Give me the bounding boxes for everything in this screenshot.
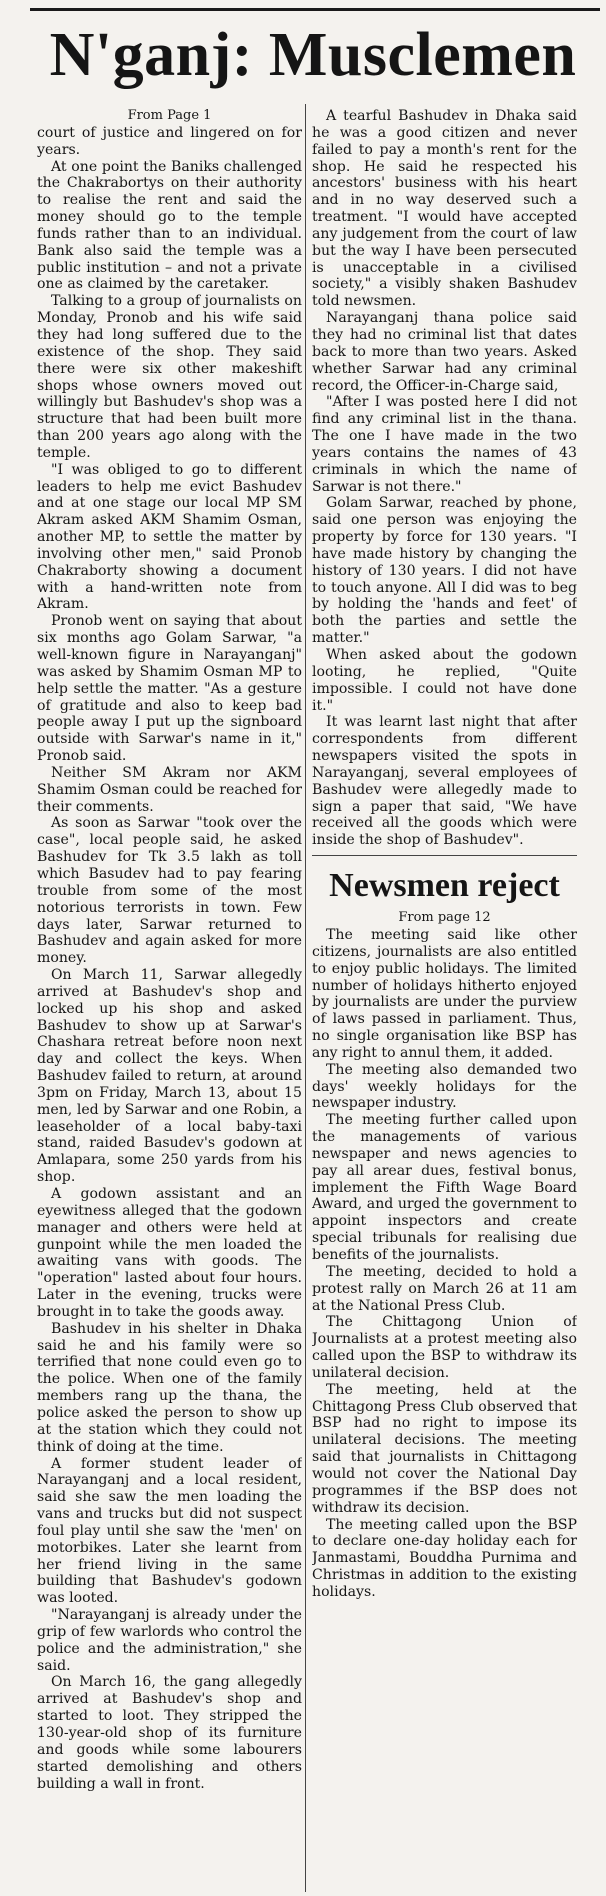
paragraph: On March 11, Sarwar allegedly arrived at Bashudev's shop and locked up his shop and asked Bashudev to show up at Sarwar's Chashara retreat before noon next day and collect the keys. When Bashudev failed to return, at around 3pm on Friday, March 13, about 15 men, led by Sarwar and one Robin, a leaseholder of a local baby-taxi stand, raided Basudev's godown at Amlapara, some 250 yards from his shop.: [37, 967, 302, 1186]
paragraph: Bashudev in his shelter in Dhaka said he and his family were so terrified that none could even go to the police. When one of the family members rang up the thana, the police asked the person to show up at the station which they could not think of doing at the time.: [37, 1320, 302, 1455]
paragraph: When asked about the godown looting, he replied, "Quite impossible. I could not have done it.": [312, 647, 577, 714]
headline: N'ganj: Musclemen: [49, 21, 577, 89]
paragraph: Pronob went on saying that about six months ago Golam Sarwar, "a well-known figure in Narayanganj" was asked by Shamim Osman MP to help settle the matter. "As a gesture of gratitude and also to keep bad people away I put up the signboard outside with Sarwar's name in it," Pronob said.: [37, 613, 302, 765]
column-left: [37, 108, 302, 1896]
paragraph: At one point the Baniks challenged the Chakrabortys on their authority to realise the rent and said the money should go to the temple funds rather than to an individual. Bank also said the temple was a public institution – and not a private one as claimed by the caretaker.: [37, 158, 302, 293]
paragraph: Talking to a group of journalists on Monday, Pronob and his wife said they had long suffered due to the existence of the shop. They said there were six other makeshift shops whose owners moved out willingly but Bashudev's shop was a structure that had been built more than 200 years ago along with the temple.: [37, 293, 302, 461]
jump-from-label: From page 12: [398, 910, 491, 926]
paragraph: The meeting called upon the BSP to declare one-day holiday each for Janmastami, Bouddha Purnima and Christmas in addition to the existing holidays.: [312, 1516, 577, 1600]
paragraph: The meeting said like other citizens, journalists are also entitled to enjoy public holidays. The limited number of holidays hitherto enjoyed by journalists are under the purview of laws passed in parliament. Thus, no single organisation like BSP has any right to annul them, it added.: [312, 926, 577, 1061]
paragraph: The meeting also demanded two days' weekly holidays for the newspaper industry.: [312, 1061, 577, 1112]
paragraph: Golam Sarwar, reached by phone, said one person was enjoying the property by force for 130 years. "I have made history by changing the history of 130 years. I did not have to touch anyone. All I did was to beg by holding the 'hands and feet' of both the parties and settle the matter.": [312, 495, 577, 647]
paragraph: As soon as Sarwar "took over the case", local people said, he asked Bashudev for Tk 3.5 lakh as toll which Basudev had to pay fearing trouble from some of the most notorious terrorists in town. Few days later, Sarwar returned to Bashudev and again asked for more money.: [37, 815, 302, 967]
paragraph: A former student leader of Narayanganj and a local resident, said she saw the men loading the vans and trucks but did not suspect foul play until she saw the 'men' on motorbikes. Later she learnt from her friend living in the same building that Bashudev's godown was looted.: [37, 1455, 302, 1607]
paragraph: It was learnt last night that after correspondents from different newspapers visited the spots in Narayanganj, several employees of Bashudev were allegedly made to sign a paper that said, "We have received all the goods which were inside the shop of Bashudev".: [312, 714, 577, 849]
paragraph: "After I was posted here I did not find any criminal list in the thana. The one I have made in the two years contains the names of 43 criminals in which the name of Sarwar is not there.": [312, 394, 577, 495]
paragraph: The meeting, decided to hold a protest rally on March 26 at 11 am at the National Press Club.: [312, 1263, 577, 1314]
paragraph: The Chittagong Union of Journalists at a protest meeting also called upon the BSP to withdraw its unilateral decision.: [312, 1314, 577, 1381]
paragraph: On March 16, the gang allegedly arrived at Bashudev's shop and started to loot. They stripped the 130-year-old shop of its furniture and goods while some labourers started demolishing and others building a wall in front.: [37, 1674, 302, 1792]
story-divider: [312, 855, 577, 856]
column-right: [312, 108, 577, 1896]
paragraph: Narayanganj thana police said they had no criminal list that dates back to more than two years. Asked whether Sarwar had any criminal record, the Officer-in-Charge said,: [312, 310, 577, 394]
paragraph: "Narayanganj is already under the grip of few warlords who control the police and the administration," she said.: [37, 1607, 302, 1674]
paragraph: Neither SM Akram nor AKM Shamim Osman could be reached for their comments.: [37, 764, 302, 815]
paragraph: A tearful Bashudev in Dhaka said he was a good citizen and never failed to pay a month's rent for the shop. He said he respected his ancestors' business with his heart and in no way deserved such a treatment. "I would have accepted any judgement from the court of law but the way I have been persecuted is unacceptable in a civilised society," a visibly shaken Bashudev told newsmen.: [312, 108, 577, 310]
paragraph: A godown assistant and an eyewitness alleged that the godown manager and others were held at gunpoint while the men loaded the awaiting vans with goods. The "operation" lasted about four hours. Later in the evening, trucks were brought in to take the goods away.: [37, 1186, 302, 1320]
top-rule: [30, 8, 600, 11]
paragraph: "I was obliged to go to different leaders to help me evict Bashudev and at one stage our local MP SM Akram asked AKM Shamim Osman, another MP, to settle the matter by involving other men," said Pronob Chakraborty showing a document with a hand-written note from Akram.: [37, 461, 302, 613]
paragraph: The meeting further called upon the managements of various newspaper and news agencies to pay all arear dues, festival bonus, implement the Fifth Wage Board Award, and urged the government to appoint inspectors and create special tribunals for realising due benefits of the journalists.: [312, 1112, 577, 1263]
paragraph: court of justice and lingered on for years.: [37, 124, 302, 158]
jump-from-label: From Page 1: [127, 108, 212, 123]
column-separator: [305, 104, 306, 1892]
story-headline: Newsmen reject: [329, 867, 560, 905]
paragraph: The meeting, held at the Chittagong Press Club observed that BSP had no right to impose its unilateral decisions. The meeting said that journalists in Chittagong would not cover the National Day programmes if the BSP does not withdraw its decision.: [312, 1381, 577, 1516]
